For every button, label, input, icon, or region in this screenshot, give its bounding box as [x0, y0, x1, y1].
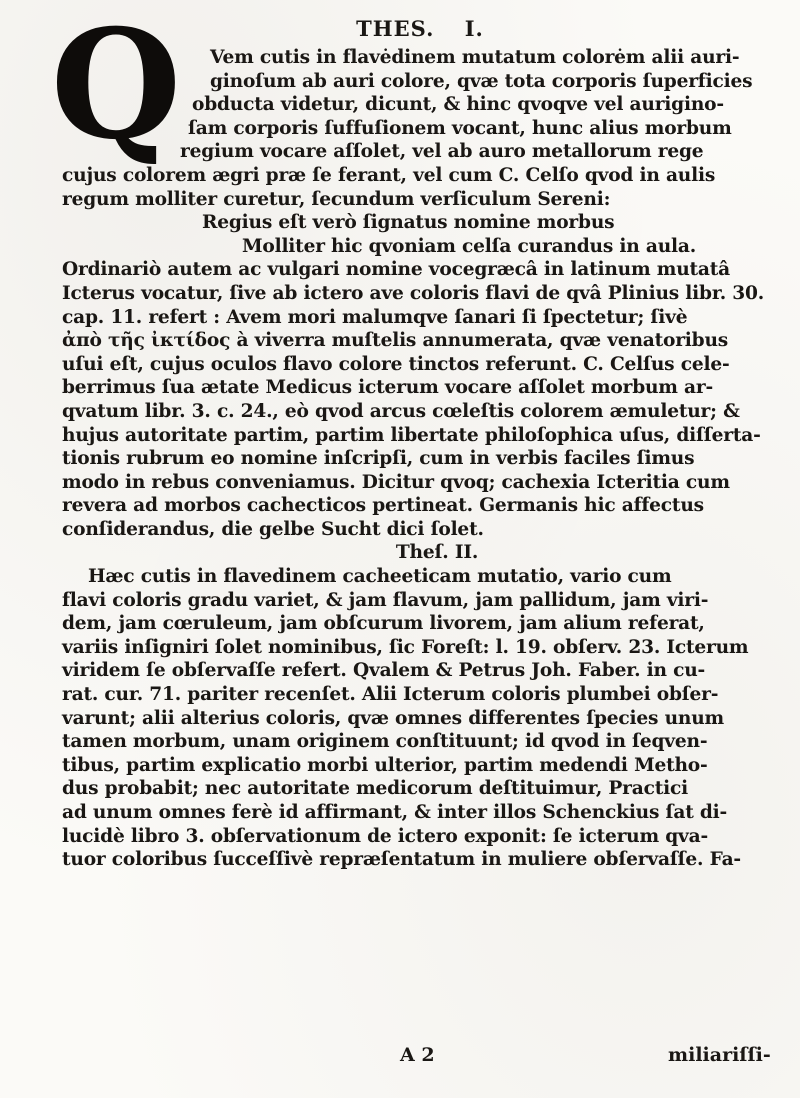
text-line: varunt; alii alterius coloris, qvæ omnes differentes ſpecies unum	[62, 707, 725, 729]
text-line: rat. cur. 71. pariter recenſet. Alii Icterum coloris plumbei obſer-	[62, 684, 719, 706]
thesis-title: THES.	[356, 16, 435, 41]
catchword: miliariſſi-	[668, 1044, 771, 1066]
text-line: obducta videtur, dicunt, & hinc qvoqve vel aurigino-	[192, 94, 724, 116]
text-line: regium vocare aſſolet, vel ab auro metallorum rege	[180, 141, 704, 163]
page-footer	[0, 1044, 800, 1070]
text-line: Vem cutis in flavėdinem mutatum colorėm alii auri-	[210, 47, 740, 68]
text-line: Ordinariò autem ac vulgari nomine vocegræcâ in latinum mutatâ	[62, 259, 730, 281]
text-line: tionis rubrum eo nomine inſcripſi, cum in verbis faciles ſimus	[62, 448, 695, 470]
body-text	[42, 46, 782, 872]
text-line: ad unum omnes ferè id affirmant, & inter illos Schenckius ſat di-	[62, 802, 728, 823]
text-line: regum molliter curetur, ſecundum verſiculum Sereni:	[62, 188, 611, 210]
text-line: cujus colorem ægri præ ſe ferant, vel cum C. Celſo qvod in aulis	[62, 164, 716, 186]
verse-line: Molliter hic qvoniam celſa curandus in aula.	[242, 235, 697, 257]
text-line: dem, jam cœruleum, jam obſcurum livorem, jam alium referat,	[62, 613, 705, 635]
text-line: tamen morbum, unam originem conſtituunt; id qvod in ſeqven-	[62, 731, 708, 753]
verse-line: Regius eſt verò ſignatus nomine morbus	[202, 212, 615, 234]
decorated-initial-letter: Q	[50, 0, 182, 173]
text-line: revera ad morbos cachecticos pertineat. Germanis hic affectus	[62, 495, 704, 517]
text-line: hujus autoritate partim, partim libertate philoſophica uſus, diſſerta-	[62, 424, 761, 446]
text-line: lucidè libro 3. obſervationum de ictero exponit: ſe icterum qva-	[62, 825, 709, 847]
text-line: modo in rebus conveniamus. Dicitur qvoq; cachexia Icteritia cum	[62, 471, 730, 493]
text-line: variis inſigniri ſolet nominibus, ſic Foreſt: l. 19. obſerv. 23. Icterum	[62, 636, 749, 658]
text-line: ginoſum ab auri colore, qvæ tota corporis ſuperficies	[210, 70, 753, 92]
text-line: conſiderandus, die gelbe Sucht dici ſolet.	[62, 518, 484, 540]
text-line: flavi coloris gradu variet, & jam flavum, jam pallidum, jam viri-	[62, 589, 709, 611]
text-line: berrimus ſua ætate Medicus icterum vocare aſſolet morbum ar-	[62, 377, 714, 399]
section-heading: Theſ. II.	[395, 542, 479, 564]
thesis-number: I.	[464, 16, 484, 41]
text-line: qvatum libr. 3. c. 24., eò qvod arcus cœleſtis colorem æmuletur; &	[62, 400, 740, 422]
text-line: ἀπὸ τῆς ἰκτίδος à viverra muſtelis annumerata, qvæ venatoribus	[62, 330, 729, 352]
text-line: cap. 11. refert : Avem mori malumqve ſanari ſi ſpectetur; ſivè	[62, 306, 688, 328]
text-line: tibus, partim explicatio morbi ulterior, partim medendi Metho-	[62, 754, 708, 776]
signature-mark: A 2	[400, 1044, 435, 1066]
text-line: Hæc cutis in flavedinem cacheeticam mutatio, vario cum	[88, 566, 672, 588]
text-line: Icterus vocatur, ſive ab ictero ave coloris flavi de qvâ Plinius libr. 30.	[62, 282, 765, 304]
text-line: tuor coloribus ſucceſſivè repræſentatum in muliere obſervaſſe. Fa-	[62, 849, 741, 871]
text-line: viridem ſe obſervaſſe refert. Qvalem & Petrus Joh. Faber. in cu-	[62, 660, 706, 682]
text-line: uſui eſt, cujus oculos flavo colore tinctos referunt. C. Celſus cele-	[62, 353, 730, 375]
text-line: ſam corporis ſuffuſionem vocant, hunc alius morbum	[188, 117, 732, 139]
text-line: dus probabit; nec autoritate medicorum deſtituimur, Practici	[62, 778, 688, 800]
